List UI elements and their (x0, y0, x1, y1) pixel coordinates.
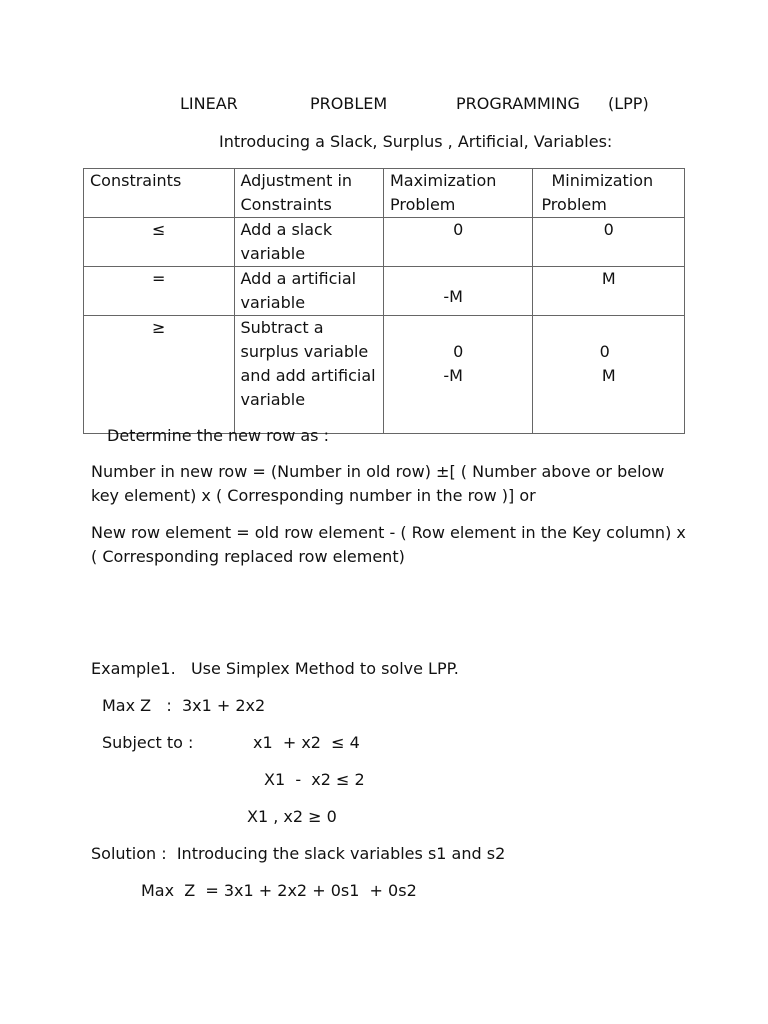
rule-one-paragraph: Number in new row = (Number in old row) ±[ ( Number above or below key element) x ( Corresponding number in the row )] or (91, 462, 665, 505)
objective-function: Max Z : 3x1 + 2x2 (102, 696, 266, 715)
table-row (84, 218, 685, 267)
constraint-two: X1 - x2 ≤ 2 (264, 770, 365, 789)
adjustment-cell: Subtract a surplus variable and add artificial variable (234, 316, 383, 434)
min-cell: 0 M (533, 316, 685, 434)
determine-text: Determine the new row as : (107, 426, 329, 445)
header-constraints: Constraints (84, 169, 235, 218)
new-objective-function: Max Z = 3x1 + 2x2 + 0s1 + 0s2 (141, 881, 417, 900)
variables-table (83, 168, 685, 434)
non-negativity-constraint: X1 , x2 ≥ 0 (247, 807, 337, 826)
table-row (84, 267, 685, 316)
example-heading: Example1. Use Simplex Method to solve LPP. (91, 659, 459, 678)
min-cell: 0 (533, 218, 685, 267)
title-word-problem: PROBLEM (310, 94, 388, 113)
title-word-linear: LINEAR (180, 94, 238, 113)
constraint-cell: ≤ (84, 218, 235, 267)
max-cell: 0 (383, 218, 532, 267)
title-word-programming: PROGRAMMING (456, 94, 580, 113)
rule-two-paragraph: New row element = old row element - ( Row element in the Key column) x ( Corresponding replaced row element) (91, 523, 686, 566)
table-header-row (84, 169, 685, 218)
subject-to-label: Subject to : (102, 733, 194, 752)
min-cell: M (533, 267, 685, 316)
solution-text: Solution : Introducing the slack variables s1 and s2 (91, 844, 506, 863)
header-maximization: Maximization Problem (383, 169, 532, 218)
constraint-cell: = (84, 267, 235, 316)
header-minimization: Minimization Problem (533, 169, 685, 218)
constraint-one: x1 + x2 ≤ 4 (253, 733, 360, 752)
constraint-cell: ≥ (84, 316, 235, 434)
subtitle: Introducing a Slack, Surplus , Artificial, Variables: (219, 132, 613, 151)
adjustment-cell: Add a artificial variable (234, 267, 383, 316)
max-cell: -M (383, 267, 532, 316)
adjustment-cell: Add a slack variable (234, 218, 383, 267)
max-cell: 0 -M (383, 316, 532, 434)
table-row (84, 316, 685, 434)
header-adjustment: Adjustment in Constraints (234, 169, 383, 218)
title-word-lpp: (LPP) (608, 94, 649, 113)
